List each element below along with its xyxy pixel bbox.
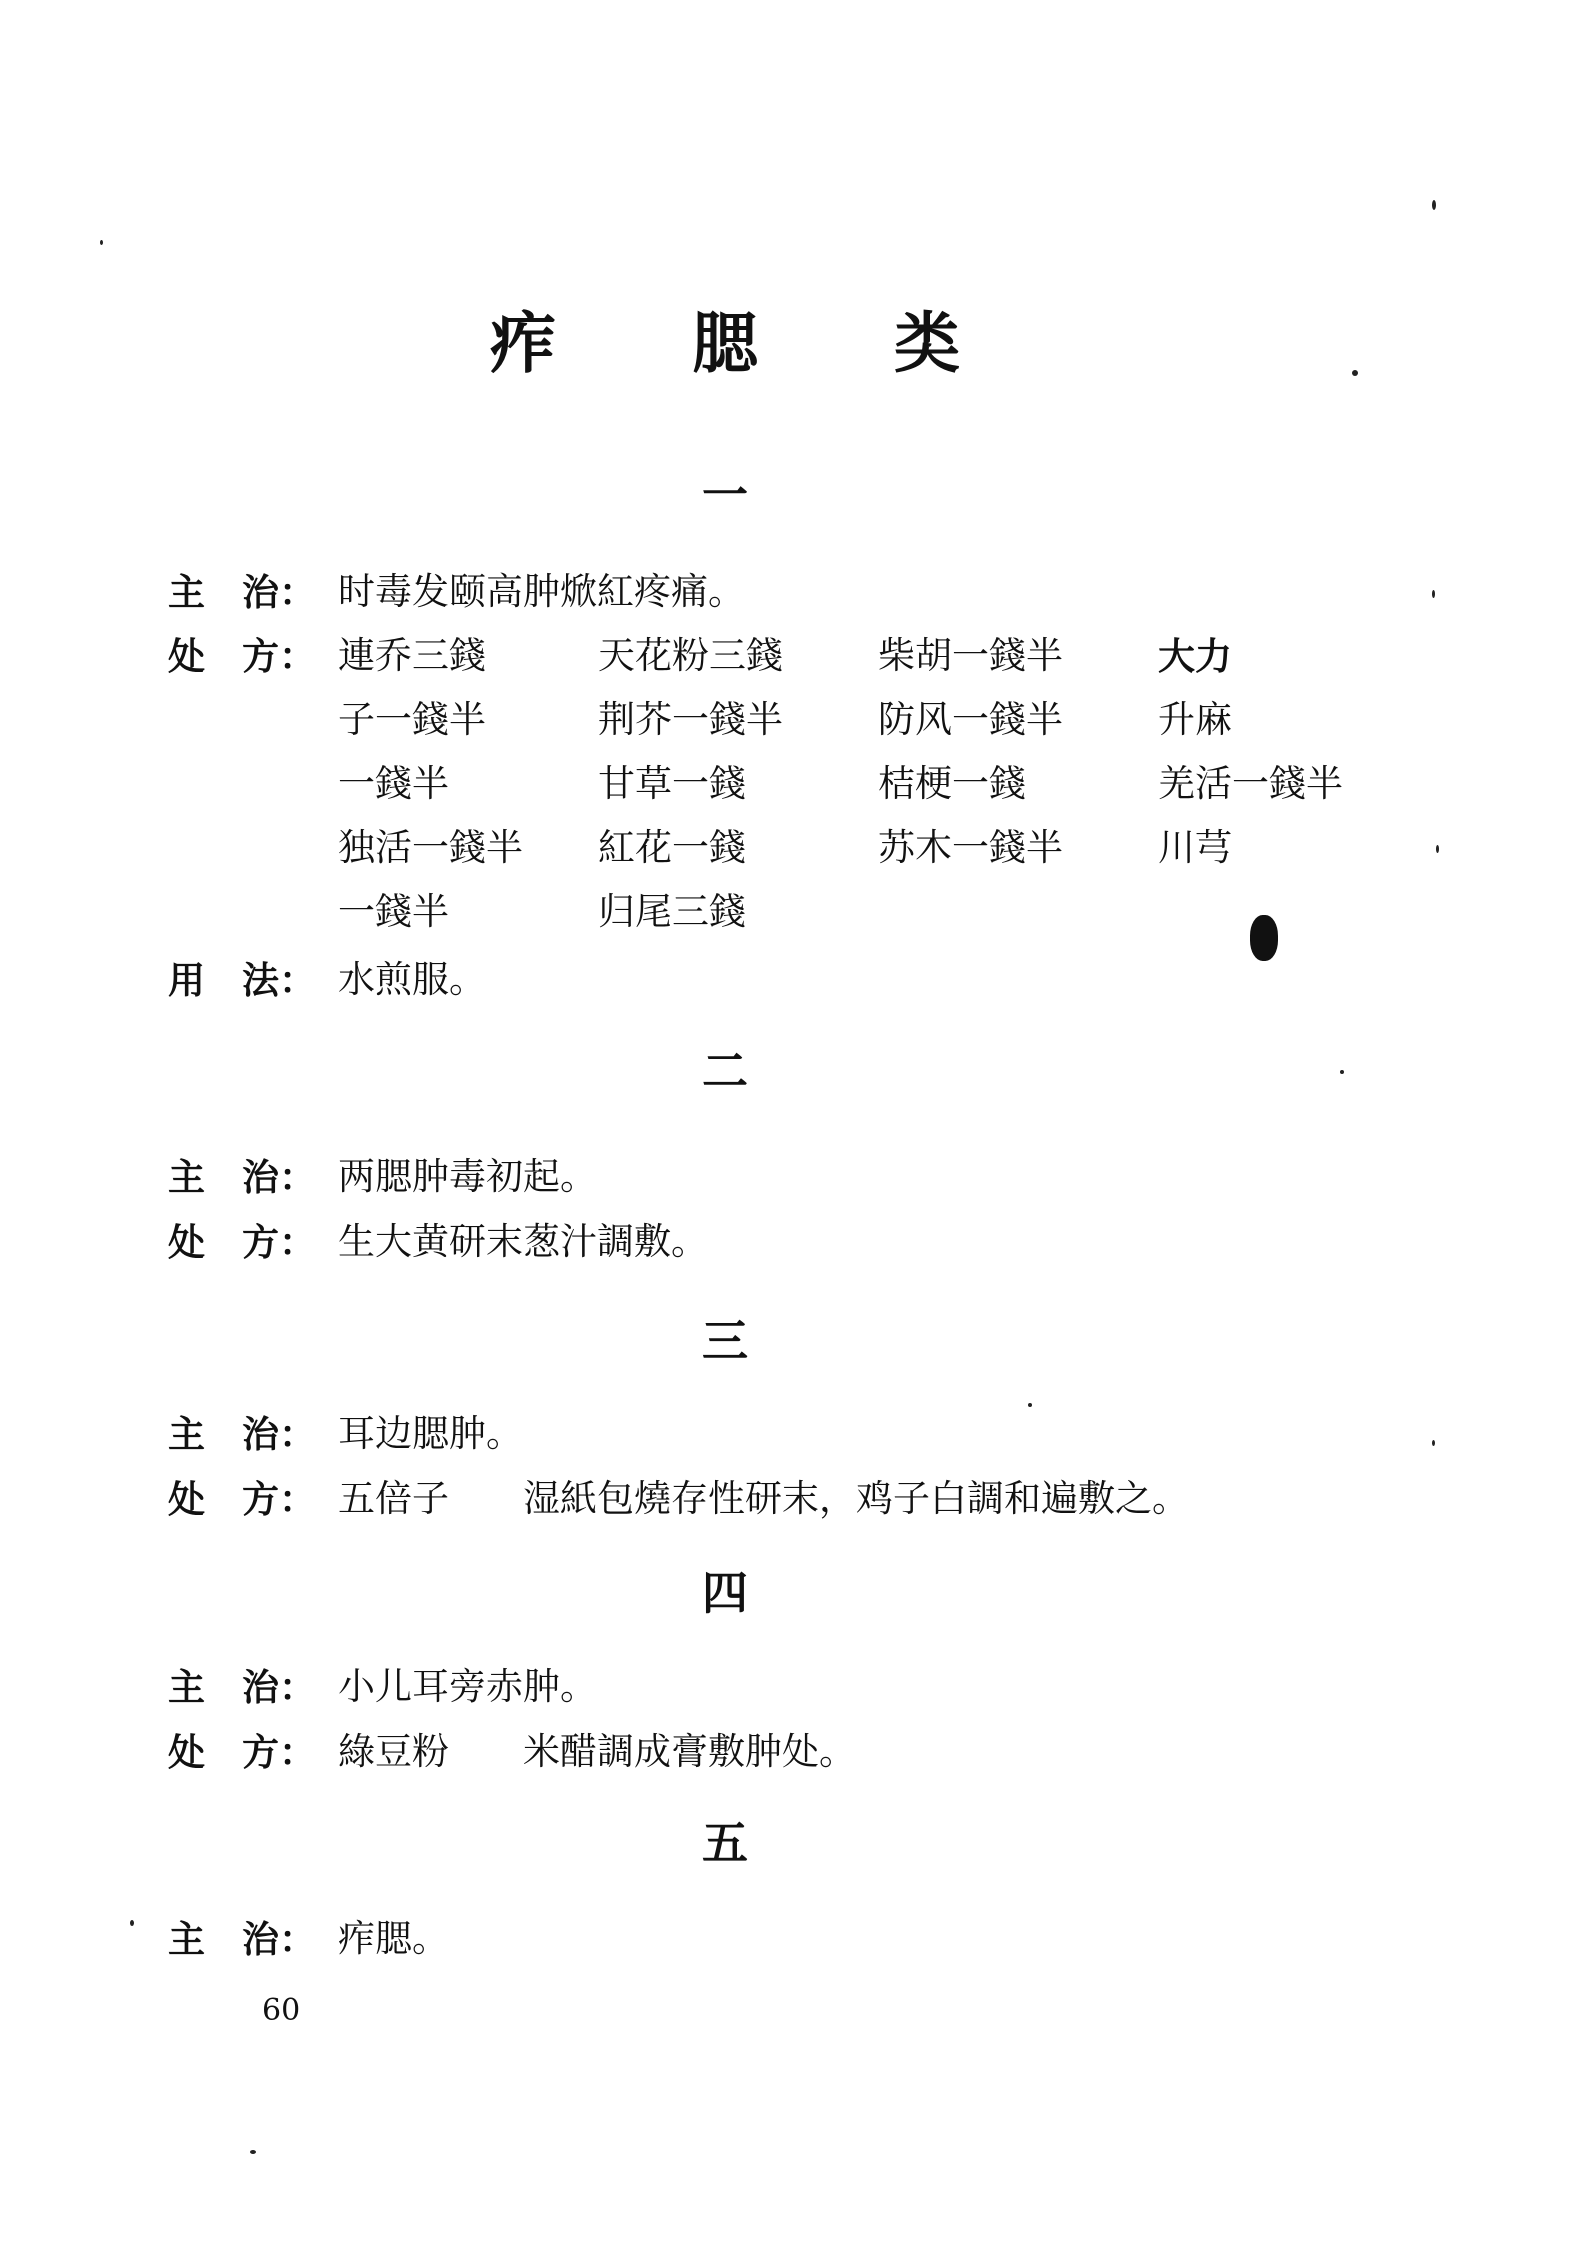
prescription-label: 处 方：: [168, 1477, 316, 1521]
usage-text: 水煎服。: [338, 958, 486, 1001]
usage-row: [168, 948, 1298, 1012]
scan-speck: [1352, 370, 1358, 376]
scan-speck: [1432, 590, 1435, 598]
prescription-label: 处 方：: [168, 634, 316, 678]
ingredient-item: 归尾三錢: [598, 890, 746, 933]
prescription-row: [168, 624, 1343, 944]
prescription-row: [168, 1467, 1298, 1531]
indication-text: 痄腮。: [338, 1917, 449, 1960]
ingredient-item: 柴胡一錢半: [878, 634, 1063, 677]
scan-speck: [1432, 1440, 1435, 1446]
section-number: 二: [702, 1044, 748, 1098]
title-char: 痄: [490, 304, 556, 382]
title-char: 腮: [692, 304, 758, 382]
indication-label: 主 治：: [168, 1917, 316, 1961]
indication-label: 主 治：: [168, 1155, 316, 1199]
scan-speck: [130, 1920, 134, 1926]
usage-label: 用 法：: [168, 958, 316, 1002]
scan-speck: [100, 240, 103, 245]
ingredient-item: 独活一錢半: [338, 826, 523, 869]
scan-speck: [1340, 1070, 1344, 1074]
prescription-label: 处 方：: [168, 1730, 316, 1774]
ingredient-item: 甘草一錢: [598, 762, 746, 805]
indication-row: [168, 1655, 1298, 1719]
indication-text: 耳边腮肿。: [338, 1412, 523, 1455]
ingredient-item: 連乔三錢: [338, 634, 486, 677]
ingredient-item: 苏木一錢半: [878, 826, 1063, 869]
section-number: 四: [702, 1566, 748, 1620]
prescription-row: [168, 1210, 1298, 1274]
indication-text: 两腮肿毒初起。: [338, 1155, 597, 1198]
prescription-text: 生大黄研末葱汁調敷。: [338, 1220, 708, 1263]
scan-speck: [1436, 845, 1439, 853]
scan-speck: [1028, 1403, 1032, 1407]
ingredient-item: 子一錢半: [338, 698, 486, 741]
ink-blot: [1250, 915, 1278, 961]
indication-text: 时毒发颐高肿焮紅疼痛。: [338, 570, 745, 613]
indication-label: 主 治：: [168, 570, 316, 614]
page-title: [490, 304, 960, 382]
section-number: 五: [702, 1816, 748, 1870]
indication-row: [168, 1907, 1298, 1971]
ingredient-item: 天花粉三錢: [598, 634, 783, 677]
prescription-text: 綠豆粉 米醋調成膏敷肿处。: [338, 1730, 856, 1773]
ingredient-item: 升麻: [1158, 698, 1232, 741]
section-number: 三: [702, 1314, 748, 1368]
prescription-text: 五倍子 湿紙包燒存性研末，鸡子白調和遍敷之。: [338, 1477, 1189, 1520]
title-char: 类: [894, 304, 960, 382]
section-number: 一: [702, 468, 748, 522]
ingredient-item: 大力: [1158, 634, 1232, 678]
scan-speck: [1432, 200, 1436, 210]
indication-label: 主 治：: [168, 1412, 316, 1456]
scan-speck: [250, 2150, 256, 2154]
ingredient-item: 川芎: [1158, 826, 1232, 869]
indication-row: [168, 1145, 1298, 1209]
ingredient-item: 羌活一錢半: [1158, 762, 1343, 805]
ingredient-item: 紅花一錢: [598, 826, 746, 869]
indication-text: 小儿耳旁赤肿。: [338, 1665, 597, 1708]
prescription-row: [168, 1720, 1298, 1784]
ingredient-item: 防风一錢半: [878, 698, 1063, 741]
prescription-label: 处 方：: [168, 1220, 316, 1264]
ingredient-item: 一錢半: [338, 762, 449, 805]
indication-row: [168, 1402, 1298, 1466]
ingredient-list: [338, 624, 1343, 944]
ingredient-item: 荆芥一錢半: [598, 698, 783, 741]
ingredient-item: 一錢半: [338, 890, 449, 933]
ingredient-item: 桔梗一錢: [878, 762, 1026, 805]
page-number: 60: [262, 1993, 301, 2028]
indication-row: [168, 560, 1298, 624]
indication-label: 主 治：: [168, 1665, 316, 1709]
